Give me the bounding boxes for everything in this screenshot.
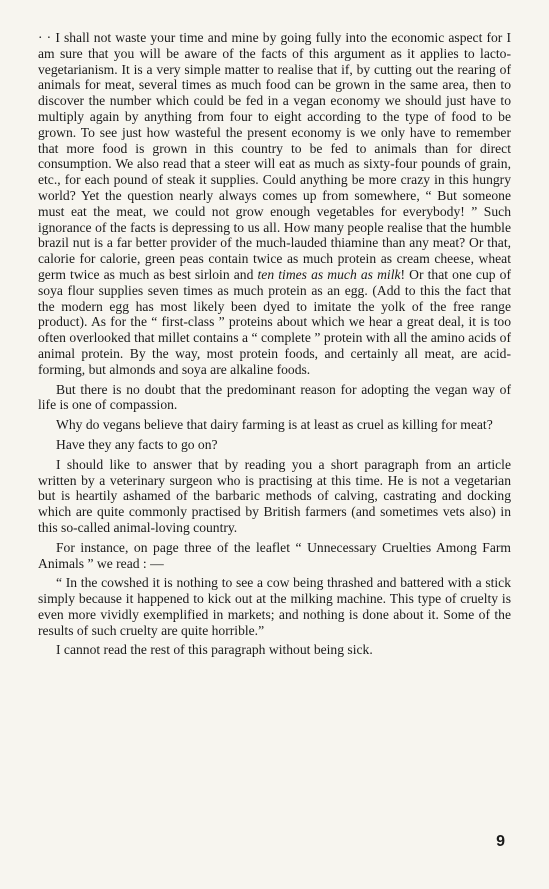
paragraph-economics [38, 30, 511, 378]
page-number: 9 [496, 833, 505, 850]
paragraph-veterinary: I should like to answer that by reading you a short paragraph from an article written by a veterinary surgeon who is practising at this time. He is not a vegetarian but is heartily ashamed of the barbaric methods of calving, castrating and docking which are quite commonly practised by British farmers (and sometimes vets also) in this so-called animal-loving country. [38, 456, 511, 535]
paragraph-economics-end: ! Or that one cup of soya flour supplies seven times as much protein as an egg. (Add to this the fact that the modern egg has most likely been dyed to imitate the yolk of the free range product). As for the “ first-class ” proteins about which we hear a great deal, it is too often overlooked that millet contains a “ complete ” protein with all the amino acids of animal protein. By the way, most protein foods, and certainly all meat, are acid-forming, but almonds and soya are alkaline foods. [38, 266, 511, 377]
emphasis-phrase: ten times as much as milk [257, 266, 401, 282]
body-text [38, 30, 511, 658]
paragraph-compassion: But there is no doubt that the predominant reason for adopting the vegan way of life is one of compassion. [38, 381, 511, 413]
paragraph-question-dairy: Why do vegans believe that dairy farming is at least as cruel as killing for meat? [56, 417, 493, 433]
paragraph-leaflet: For instance, on page three of the leaflet “ Unnecessary Cruelties Among Farm Animals ” we read : — [38, 539, 511, 571]
paragraph-quotation: “ In the cowshed it is nothing to see a cow being thrashed and battered with a stick simply because it happened to kick out at the milking machine. This type of cruelty is even more vividly exemplified in markets; and nothing is done about it. Some of the results of such cruelty are quite horrible.” [38, 575, 511, 638]
paragraph-economics-start: · · I shall not waste your time and mine by going fully into the economic aspect for I am sure that you will be aware of the facts of this argument as it applies to lacto-vegetarianism. It is a very simple matter to realise that if, by cutting out the rearing of animals for meat, several times as much food can be grown in the same area, then to discover the number which could be fed in a vegan economy we should just have to multiply again by anything from four to eight according to the type of food to be grown. To see just how wasteful the present economy is we only have to remember that more food is grown in this country to be fed to animals than for direct consumption. We also read that a steer will eat as much as sixty-four pounds of grain, etc., for each pound of steak it supplies. Could anything be more crazy in this hungry world? Yet the question nearly always comes up from somewhere, “ But someone must eat the meat, we could not grow enough vegetables for everybody! ” Such ignorance of the facts is depressing to us all. How many people realise that the humble brazil nut is a far better provider of the much-lauded thiamine than any meat? Or that, calorie for calorie, green peas contain twice as much protein as cream cheese, wheat germ twice as much as best sirloin and [38, 30, 511, 282]
paragraph-question-facts: Have they any facts to go on? [56, 436, 218, 452]
paragraph-closing: I cannot read the rest of this paragraph without being sick. [56, 642, 373, 658]
